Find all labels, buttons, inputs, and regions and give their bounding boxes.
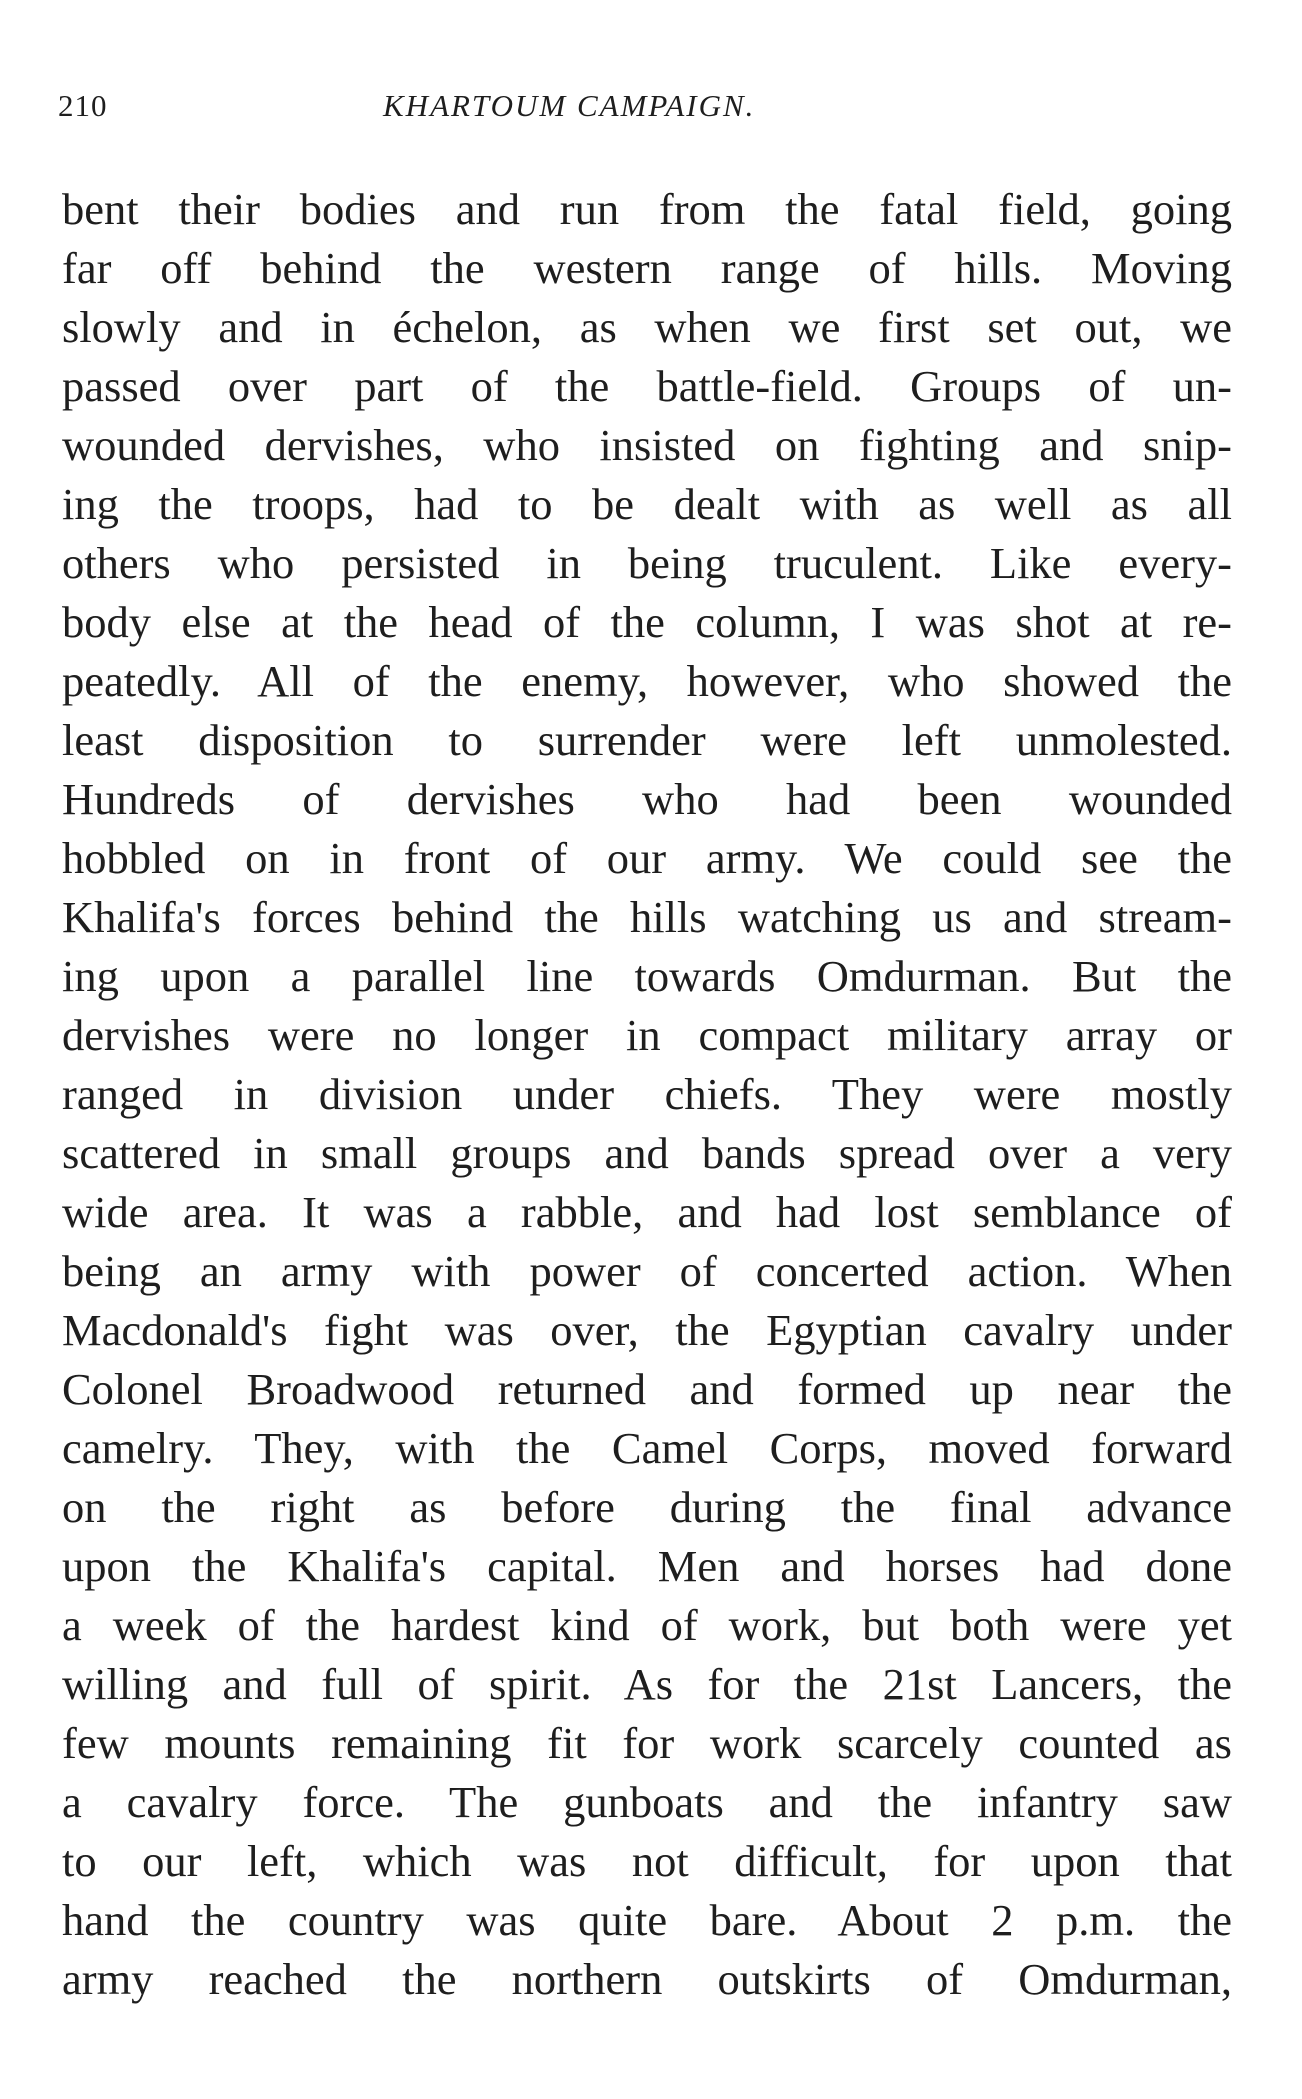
text-line: a cavalry force. The gunboats and the infantry saw [62, 1777, 1232, 1827]
text-line: hand the country was quite bare. About 2 p.m. the [62, 1895, 1232, 1945]
text-line: Hundreds of dervishes who had been wounded [62, 774, 1232, 824]
text-line: bent their bodies and run from the fatal field, going [62, 184, 1232, 234]
text-line: on the right as before during the final advance [62, 1482, 1232, 1532]
text-line: far off behind the western range of hills. Moving [62, 243, 1232, 293]
body-text [62, 180, 1232, 2009]
text-line: army reached the northern outskirts of Omdurman, [62, 1954, 1232, 2004]
text-line: least disposition to surrender were left unmolested. [62, 715, 1232, 765]
text-line: ing the troops, had to be dealt with as well as all [62, 479, 1232, 529]
text-line: ing upon a parallel line towards Omdurman. But the [62, 951, 1232, 1001]
text-line: a week of the hardest kind of work, but both were yet [62, 1600, 1232, 1650]
text-line: wounded dervishes, who insisted on fighting and snip- [62, 420, 1232, 470]
text-line: dervishes were no longer in compact military array or [62, 1010, 1232, 1060]
text-line: being an army with power of concerted action. When [62, 1246, 1232, 1296]
text-line: passed over part of the battle-field. Groups of un- [62, 361, 1232, 411]
text-line: others who persisted in being truculent. Like every- [62, 538, 1232, 588]
page-number: 210 [58, 88, 108, 123]
text-line: peatedly. All of the enemy, however, who showed the [62, 656, 1232, 706]
text-line: Macdonald's fight was over, the Egyptian cavalry under [62, 1305, 1232, 1355]
text-line: hobbled on in front of our army. We could see the [62, 833, 1232, 883]
text-line: camelry. They, with the Camel Corps, moved forward [62, 1423, 1232, 1473]
running-head [58, 88, 1238, 132]
text-line: Colonel Broadwood returned and formed up near the [62, 1364, 1232, 1414]
text-line: to our left, which was not difficult, for upon that [62, 1836, 1232, 1886]
text-line: scattered in small groups and bands spread over a very [62, 1128, 1232, 1178]
text-line: slowly and in échelon, as when we first set out, we [62, 302, 1232, 352]
text-line: ranged in division under chiefs. They were mostly [62, 1069, 1232, 1119]
running-title: KHARTOUM CAMPAIGN. [383, 88, 756, 123]
text-line: upon the Khalifa's capital. Men and horses had done [62, 1541, 1232, 1591]
text-line: willing and full of spirit. As for the 21st Lancers, the [62, 1659, 1232, 1709]
text-line: wide area. It was a rabble, and had lost semblance of [62, 1187, 1232, 1237]
text-line: few mounts remaining fit for work scarcely counted as [62, 1718, 1232, 1768]
text-line: Khalifa's forces behind the hills watching us and stream- [62, 892, 1232, 942]
text-line: body else at the head of the column, I was shot at re- [62, 597, 1232, 647]
